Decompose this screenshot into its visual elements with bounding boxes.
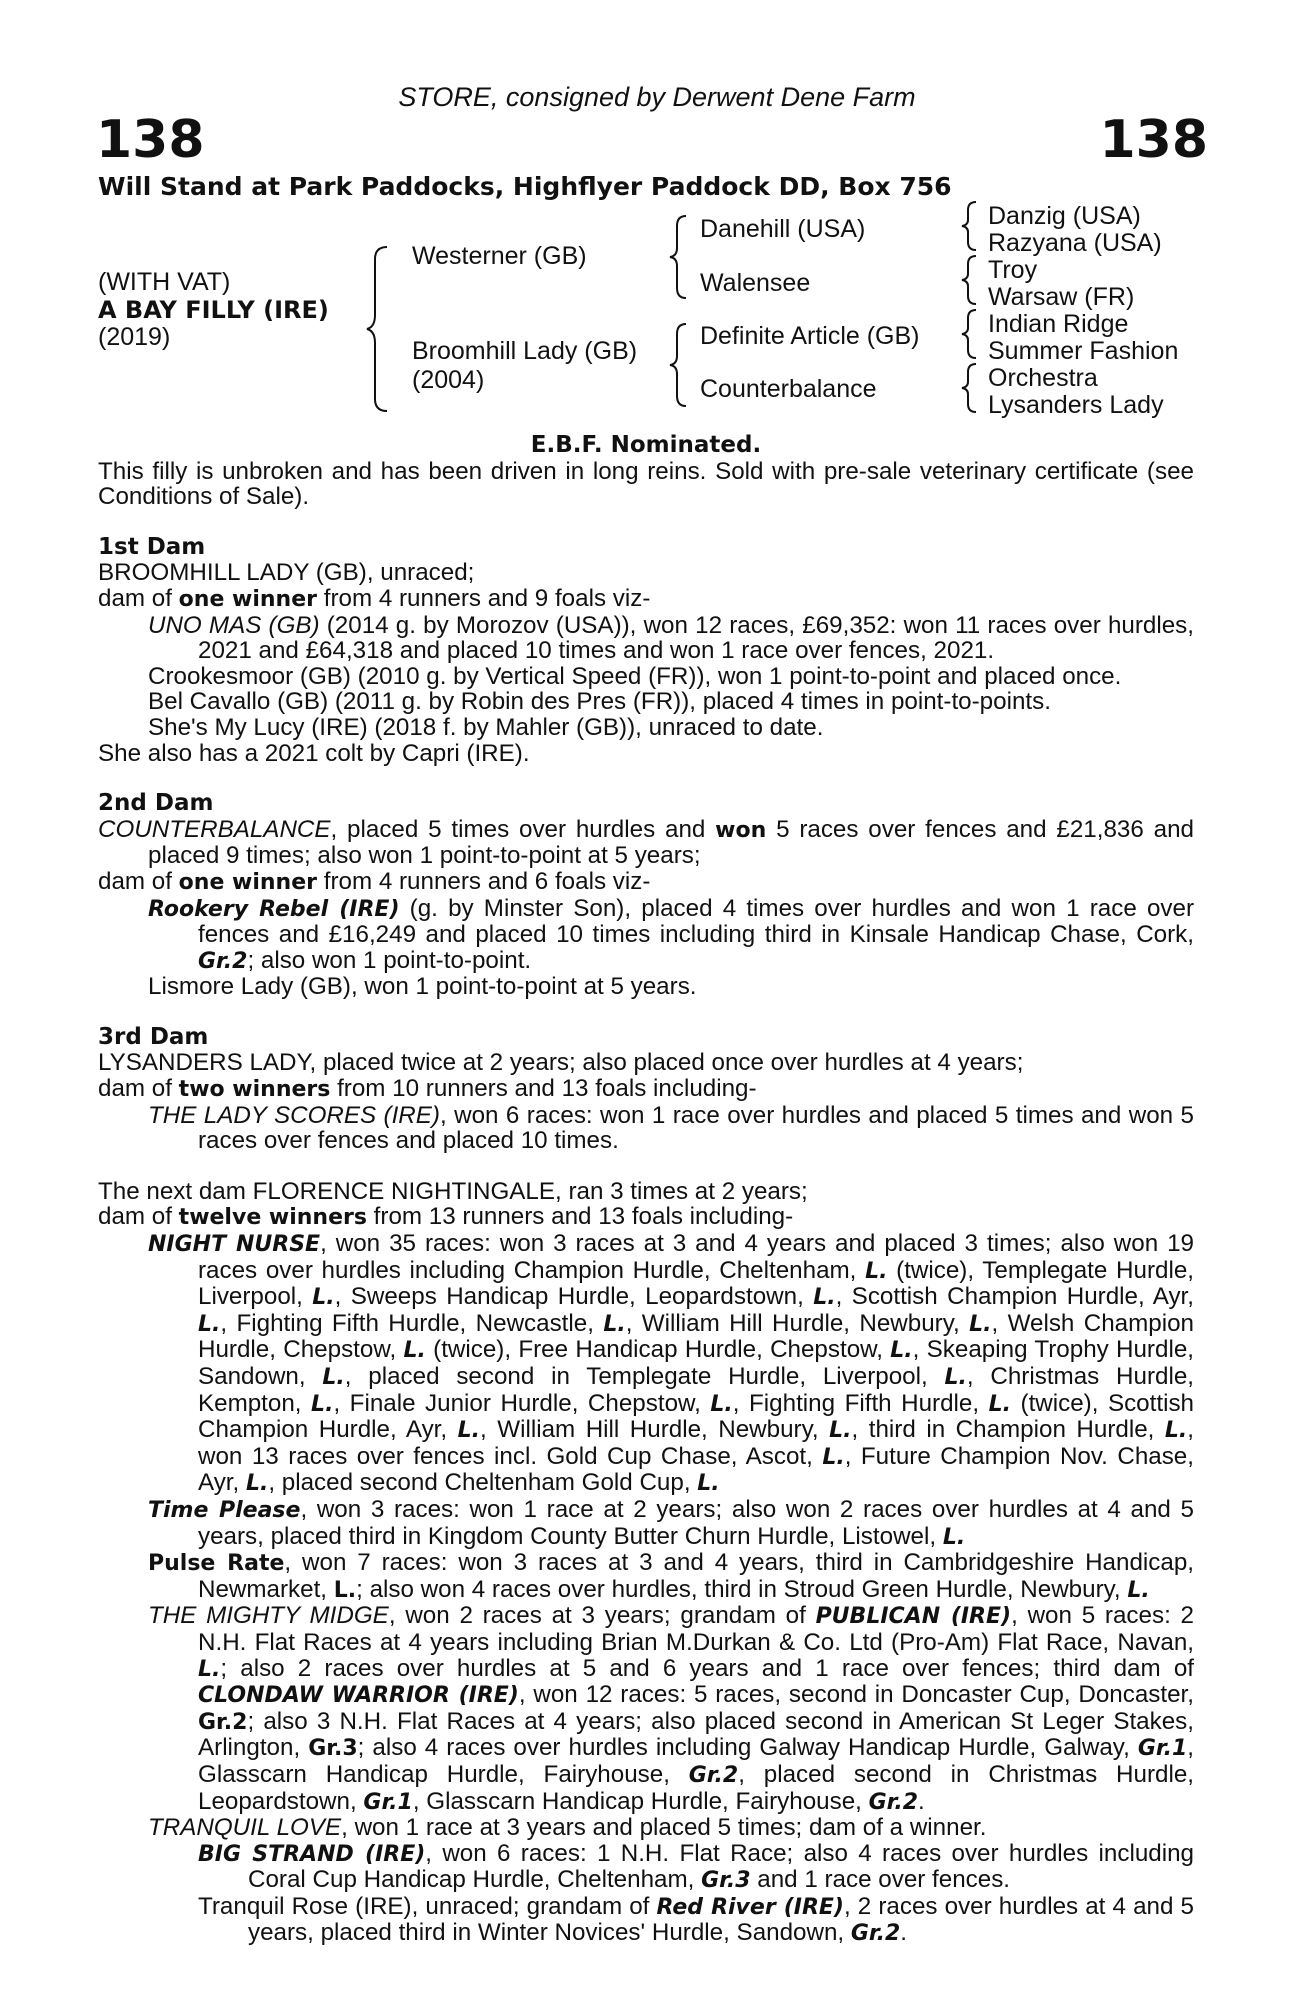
stand-location: Will Stand at Park Paddocks, Highflyer Paddock DD, Box 756 bbox=[98, 172, 952, 201]
consignor-line: STORE, consigned by Derwent Dene Farm bbox=[398, 82, 916, 112]
rookery-rebel-entry: Rookery Rebel (IRE) (g. by Minster Son), placed 4 times over hurdles and won 1 race over fences and £16,249 and placed 10 times including third in Kinsale Handicap Chase, Cork, Gr.2; also won 1 point-to-point. bbox=[148, 894, 1194, 974]
g-brace-3 bbox=[960, 308, 980, 360]
first-dam-produce: dam of one winner from 4 runners and 9 foals viz- bbox=[98, 584, 651, 612]
grandparent-2: Razyana (USA) bbox=[988, 229, 1162, 257]
bel-cavallo-entry: Bel Cavallo (GB) (2011 g. by Robin des Pres (FR)), placed 4 times in point-to-points. bbox=[148, 688, 1051, 716]
lot-number-right: 138 bbox=[1099, 110, 1208, 170]
first-dam-line: BROOMHILL LADY (GB), unraced; bbox=[98, 559, 475, 587]
next-dam-produce: dam of twelve winners from 13 runners and 13 foals including- bbox=[98, 1203, 794, 1231]
foaling-year: (2019) bbox=[98, 323, 171, 351]
lady-scores-entry: THE LADY SCORES (IRE), won 6 races: won 1 race over hurdles and placed 5 times and won 5 races over fences and placed 10 times. bbox=[148, 1101, 1194, 1155]
big-strand-entry: BIG STRAND (IRE), won 6 races: 1 N.H. Flat Race; also 4 races over hurdles including Coral Cup Handicap Hurdle, Cheltenham, Gr.3 and 1 race over fences. bbox=[198, 1839, 1194, 1894]
catalogue-body bbox=[98, 433, 1194, 1947]
grandparent-6: Summer Fashion bbox=[988, 337, 1179, 365]
dam-sire: Definite Article (GB) bbox=[700, 322, 920, 350]
second-dam-line: COUNTERBALANCE, placed 5 times over hurdles and won 5 races over fences and £21,836 and placed 9 times; also won 1 point-to-point at 5 years; bbox=[98, 815, 1194, 870]
horse-name: A BAY FILLY (IRE) bbox=[98, 296, 329, 324]
sire: Westerner (GB) bbox=[412, 242, 587, 270]
third-dam-heading: 3rd Dam bbox=[98, 1023, 209, 1050]
second-dam-produce: dam of one winner from 4 runners and 6 foals viz- bbox=[98, 867, 651, 895]
sire-sire: Danehill (USA) bbox=[700, 215, 866, 243]
night-nurse-entry: NIGHT NURSE, won 35 races: won 3 races at 3 and 4 years and placed 3 times; also won 19 races over hurdles including Champion Hurdle, Cheltenham, L. (twice), Templegate Hurdle, Liverpool, L., Sweeps Handicap Hurdle, Leopardstown, L., Scottish Champion Hurdle, Ayr, L., Fighting Fifth Hurdle, Newcastle, L., William Hill Hurdle, Newbury, L., Welsh Champion Hurdle, Chepstow, L. (twice), Free Handicap Hurdle, Chepstow, L., Skeaping Trophy Hurdle, Sandown, L., placed second in Templegate Hurdle, Liverpool, L., Christmas Hurdle, Kempton, L., Finale Junior Hurdle, Chepstow, L., Fighting Fifth Hurdle, L. (twice), Scottish Champion Hurdle, Ayr, L., William Hill Hurdle, Newbury, L., third in Champion Hurdle, L., won 13 races over fences incl. Gold Cup Chase, Ascot, L., Future Champion Nov. Chase, Ayr, L., placed second Cheltenham Gold Cup, L. bbox=[148, 1230, 1195, 1497]
lismore-lady-entry: Lismore Lady (GB), won 1 point-to-point at 5 years. bbox=[148, 973, 697, 1001]
grandparent-1: Danzig (USA) bbox=[988, 202, 1141, 230]
shes-my-lucy-entry: She's My Lucy (IRE) (2018 f. by Mahler (GB)), unraced to date. bbox=[148, 713, 824, 741]
tranquil-love-entry: TRANQUIL LOVE, won 1 race at 3 years and placed 5 times; dam of a winner. bbox=[148, 1814, 987, 1842]
vat-note: (WITH VAT) bbox=[98, 268, 231, 296]
sire-brace bbox=[668, 214, 692, 300]
third-dam-line: LYSANDERS LADY, placed twice at 2 years; also placed once over hurdles at 4 years; bbox=[98, 1049, 1024, 1077]
grandparent-3: Troy bbox=[988, 256, 1038, 284]
crookesmoor-entry: Crookesmoor (GB) (2010 g. by Vertical Speed (FR)), won 1 point-to-point and placed once. bbox=[148, 662, 1122, 690]
main-brace bbox=[365, 245, 395, 413]
grandparent-5: Indian Ridge bbox=[988, 310, 1129, 338]
tranquil-rose-entry: Tranquil Rose (IRE), unraced; grandam of Red River (IRE), 2 races over hurdles at 4 and 5 years, placed third in Winter Novices' Hurdle, Sandown, Gr.2. bbox=[198, 1892, 1194, 1947]
grandparent-8: Lysanders Lady bbox=[988, 391, 1164, 419]
second-dam-heading: 2nd Dam bbox=[98, 790, 214, 817]
first-dam-also: She also has a 2021 colt by Capri (IRE). bbox=[98, 739, 530, 767]
g-brace-4 bbox=[960, 362, 980, 414]
next-dam-line: The next dam FLORENCE NIGHTINGALE, ran 3 times at 2 years; bbox=[98, 1177, 808, 1205]
ebf-nominated: E.B.F. Nominated. bbox=[530, 432, 762, 458]
lot-number-left: 138 bbox=[96, 110, 205, 170]
grandparent-4: Warsaw (FR) bbox=[988, 283, 1135, 311]
dam-brace bbox=[668, 322, 692, 408]
third-dam-produce: dam of two winners from 10 runners and 13 foals including- bbox=[98, 1075, 757, 1103]
time-please-entry: Time Please, won 3 races: won 1 race at 2 years; also won 2 races over hurdles at 4 and 5 years, placed third in Kingdom County Butter Churn Hurdle, Listowel, L. bbox=[148, 1495, 1194, 1550]
uno-mas-entry: UNO MAS (GB) (2014 g. by Morozov (USA)), won 12 races, £69,352: won 11 races over hurdles, 2021 and £64,318 and placed 10 times and won 1 race over fences, 2021. bbox=[148, 611, 1194, 665]
mighty-midge-entry: THE MIGHTY MIDGE, won 2 races at 3 years; grandam of PUBLICAN (IRE), won 5 races: 2 N.H. Flat Races at 4 years including Brian M.Durkan & Co. Ltd (Pro-Am) Flat Race, Navan, L.; also 2 races over hurdles at 5 and 6 years and 1 race over fences; third dam of CLONDAW WARRIOR (IRE), won 12 races: 5 races, second in Doncaster Cup, Doncaster, Gr.2; also 3 N.H. Flat Races at 4 years; also placed second in American St Leger Stakes, Arlington, Gr.3; also 4 races over hurdles including Galway Handicap Hurdle, Galway, Gr.1, Glasscarn Handicap Hurdle, Fairyhouse, Gr.2, placed second in Christmas Hurdle, Leopardstown, Gr.1, Glasscarn Handicap Hurdle, Fairyhouse, Gr.2. bbox=[148, 1602, 1195, 1815]
sire-dam: Walensee bbox=[700, 269, 811, 297]
pulse-rate-entry: Pulse Rate, won 7 races: won 3 races at 3 and 4 years, third in Cambridgeshire Handicap, Newmarket, L.; also won 4 races over hurdles, third in Stroud Green Hurdle, Newbury, L. bbox=[148, 1549, 1194, 1603]
dam: Broomhill Lady (GB) bbox=[412, 337, 638, 365]
dam-dam: Counterbalance bbox=[700, 375, 877, 403]
grandparent-7: Orchestra bbox=[988, 364, 1098, 392]
g-brace-1 bbox=[960, 200, 980, 252]
first-dam-heading: 1st Dam bbox=[98, 533, 206, 560]
g-brace-2 bbox=[960, 254, 980, 306]
intro-paragraph: This filly is unbroken and has been driven in long reins. Sold with pre-sale veterinary certificate (see Conditions of Sale). bbox=[98, 457, 1194, 511]
dam-year: (2004) bbox=[412, 366, 485, 394]
